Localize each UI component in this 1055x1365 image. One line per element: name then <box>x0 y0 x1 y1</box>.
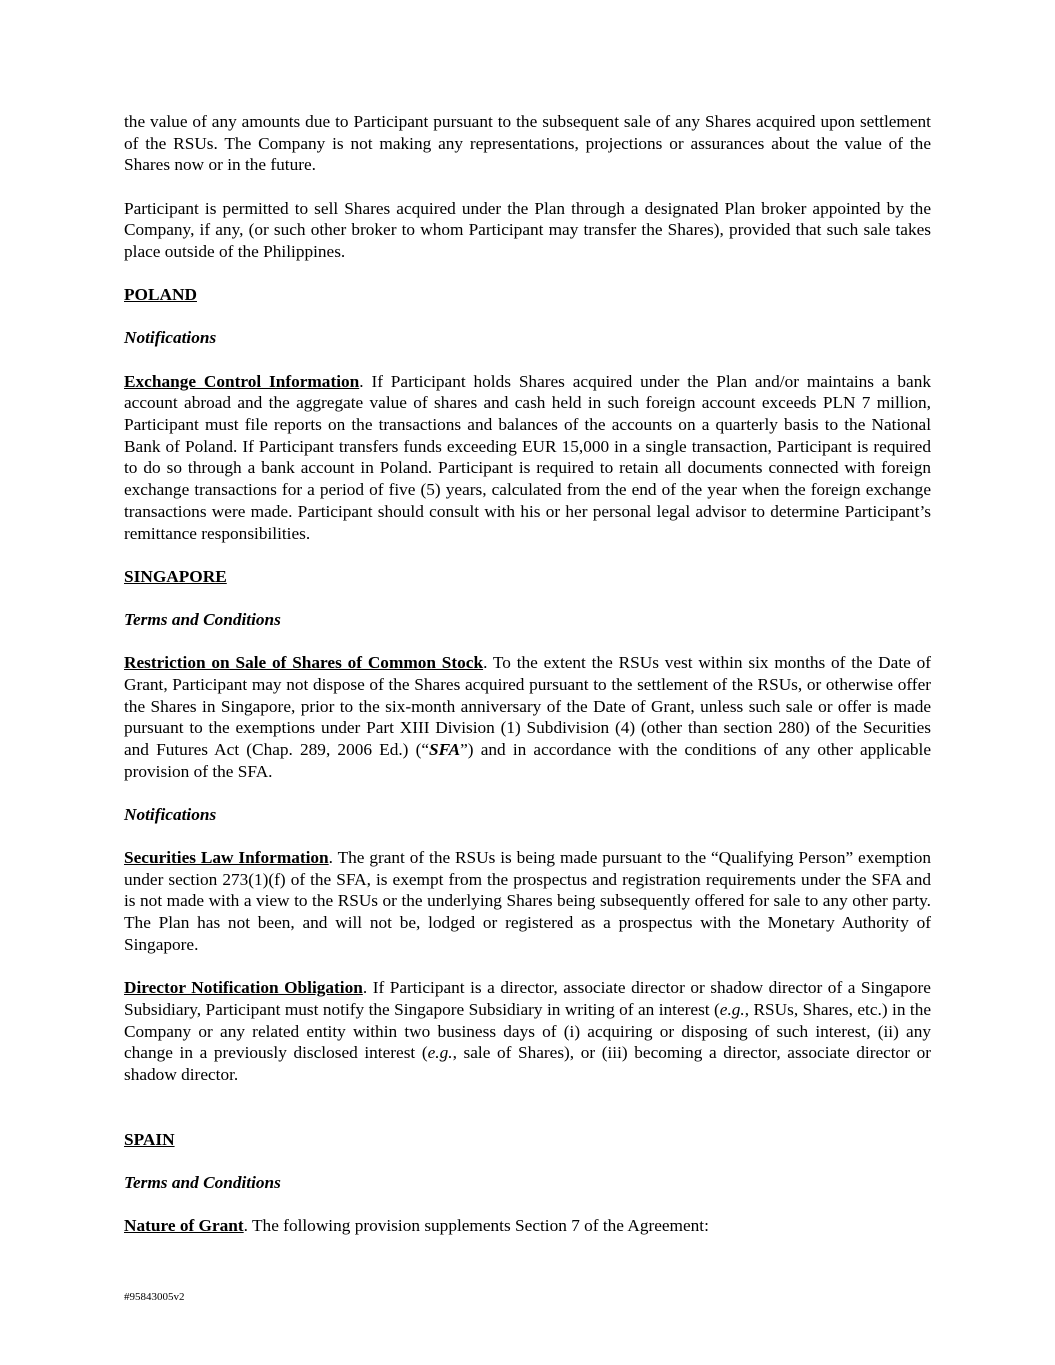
paragraph-exchange-control <box>124 371 931 545</box>
director-text-c: , sale of Shares), or (iii) becoming a director, associate director or shadow director. <box>124 1043 932 1084</box>
lead-nature-of-grant: Nature of Grant <box>124 1216 244 1236</box>
lead-exchange-control: Exchange Control Information <box>124 371 360 391</box>
director-text-a: . If Participant is a director, associate director or shadow director of a Singapore Subsidiary, Participant must notify the Singapore Subsidiary in writing of an interest ( <box>124 978 931 1019</box>
lead-restriction-on-sale: Restriction on Sale of Shares of Common Stock <box>124 653 484 673</box>
country-heading-poland: POLAND <box>124 285 197 305</box>
restriction-text-a: . To the extent the RSUs vest within six months of the Date of Grant, Participant may not dispose of the Shares acquired pursuant to the settlement of the RSUs, or otherwise offer the Shares in Singapore, prior to the six-month anniversary of the Date of Grant, unless such sale or offer is made pursuant to the exemptions under Part XIII Division (1) Subdivision (4) (other than section 280) of the Securities and Futures Act (Chap. 289, 2006 Ed.) (“ <box>124 653 931 759</box>
paragraph-director-notification <box>124 977 931 1086</box>
defined-term-sfa: SFA <box>429 739 461 759</box>
paragraph-nature-of-grant <box>124 1215 931 1237</box>
eg-abbreviation: e.g. <box>719 999 745 1019</box>
director-text-b: , RSUs, Shares, etc.) in the Company or any related entity within two business days of (i) acquiring or disposing of such interest, (ii) any change in a previously disclosed interest ( <box>124 999 932 1063</box>
paragraph-securities-law <box>124 847 931 956</box>
document-body <box>124 111 931 1258</box>
country-heading-singapore: SINGAPORE <box>124 566 227 586</box>
restriction-text-b: ”) and in accordance with the conditions of any other applicable provision of the SFA. <box>124 739 932 781</box>
subheading-notifications: Notifications <box>124 328 217 348</box>
securities-law-text: . The grant of the RSUs is being made pursuant to the “Qualifying Person” exemption under section 273(1)(f) of the SFA, is exempt from the prospectus and registration requirements under the SFA and is not made with a view to the RSUs or the underlying Shares being subsequently offered for sale to any other party. The Plan has not been, and will not be, lodged or registered as a prospectus with the Monetary Authority of Singapore. <box>124 848 931 954</box>
paragraph-value-of-shares: the value of any amounts due to Participant pursuant to the subsequent sale of any Shares acquired upon settlement of the RSUs. The Company is not making any representations, projections or assurances about the value of the Shares now or in the future. <box>124 112 931 175</box>
paragraph-restriction-on-sale <box>124 652 931 782</box>
paragraph-sale-outside-philippines: Participant is permitted to sell Shares acquired under the Plan through a designated Plan broker appointed by the Company, if any, (or such other broker to whom Participant may transfer the Shares), provided that such sale takes place outside of the Philippines. <box>124 198 931 262</box>
subheading-notifications: Notifications <box>124 804 217 824</box>
subheading-terms-and-conditions: Terms and Conditions <box>124 609 281 629</box>
subheading-terms-and-conditions: Terms and Conditions <box>124 1172 281 1192</box>
document-id-footer: #95843005v2 <box>124 1291 185 1303</box>
lead-director-notification: Director Notification Obligation <box>124 978 363 998</box>
lead-securities-law: Securities Law Information <box>124 848 329 868</box>
country-heading-spain: SPAIN <box>124 1129 175 1149</box>
exchange-control-text: . If Participant holds Shares acquired under the Plan and/or maintains a bank account abroad and the aggregate value of shares and cash held in such foreign account exceeds PLN 7 million, Participant must file reports on the transactions and balances of the accounts on a quarterly basis to the National Bank of Poland. If Participant transfers funds exceeding EUR 15,000 in a single transaction, Participant is required to do so through a bank account in Poland. Participant is required to retain all documents connected with foreign exchange transactions for a period of five (5) years, calculated from the end of the year when the foreign exchange transactions were made. Participant should consult with his or her personal legal advisor to determine Participant’s remittance responsibilities. <box>124 371 931 543</box>
nature-of-grant-text: . The following provision supplements Section 7 of the Agreement: <box>243 1216 709 1236</box>
eg-abbreviation: e.g. <box>427 1043 453 1063</box>
